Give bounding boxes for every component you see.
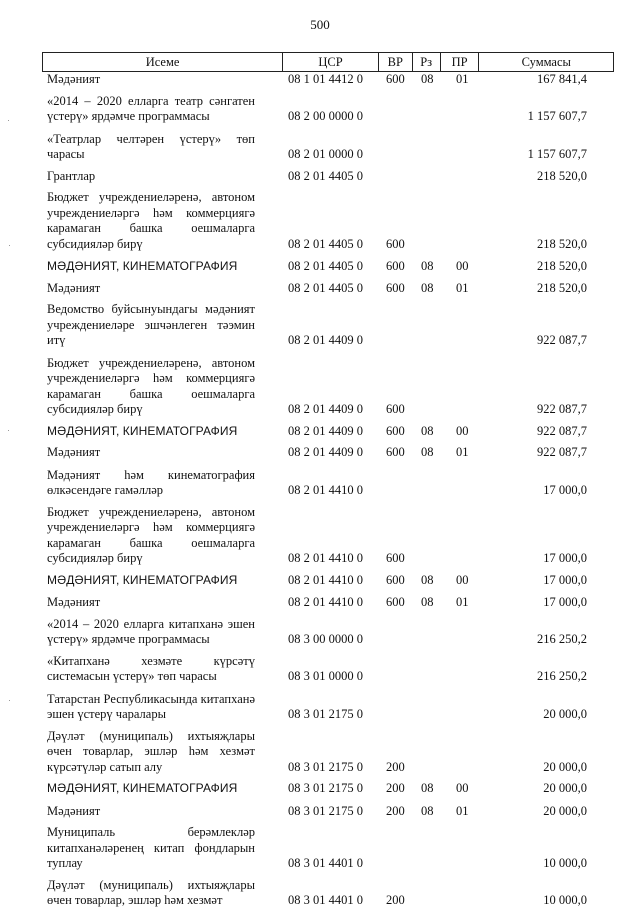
row-sum: 922 087,7 [537,402,587,416]
row-spacer [47,588,587,595]
row-csr: 08 2 01 4405 0 [288,168,363,183]
table-row [47,595,587,611]
table-row [47,573,587,589]
row-rz: 08 [421,72,434,86]
row-spacer [47,125,587,132]
row-csr: 08 2 01 4409 0 [288,423,363,438]
row-vr: 200 [386,893,405,907]
row-vr: 600 [386,595,405,609]
table-row [47,72,587,88]
table-row [47,424,587,440]
table-row [47,878,587,909]
row-name: Дәүләт (муниципаль) ихтыяҗлары өчен товарлар, эшләр һәм хезмәт [47,877,255,907]
header-name: Исеме [43,53,283,71]
row-name: «2014 – 2020 елларга китапханә эшен үстерү» ярдәмче программасы [47,616,255,646]
row-sum: 216 250,2 [537,632,587,646]
row-name: Мәдәният [47,72,101,86]
row-pr: 01 [456,280,469,295]
table-row [47,445,587,461]
scan-mark [8,430,9,431]
row-pr: 00 [456,423,469,438]
row-csr: 08 2 01 4410 0 [288,572,363,587]
row-csr: 08 2 01 4410 0 [288,551,363,565]
table-row [47,781,587,797]
row-spacer [47,797,587,804]
row-csr: 08 2 01 4405 0 [288,259,363,273]
row-name: Мәдәният [47,803,101,818]
row-spacer [47,349,587,356]
table-row [47,356,587,418]
row-vr: 200 [386,803,405,818]
row-vr: 600 [386,572,405,587]
row-rz: 08 [421,781,434,795]
row-name: Грантлар [47,168,96,183]
row-rz: 08 [421,803,434,818]
row-sum: 1 157 607,7 [527,147,587,161]
row-sum: 17 000,0 [543,483,587,497]
row-csr: 08 2 01 4410 0 [288,483,363,497]
row-csr: 08 3 01 0000 0 [288,669,363,683]
row-rz: 08 [421,595,434,609]
row-name: «Театрлар челтәрен үстерү» төп чарасы [47,131,255,161]
page-number: 500 [310,17,330,32]
row-name: Татарстан Республикасында китапханә эшен үстерү чаралары [47,691,255,721]
table-row [47,468,587,499]
row-name: «2014 – 2020 елларга театр сәнгатен үстерү» ярдәмче программасы [47,93,255,123]
row-sum: 20 000,0 [543,781,587,795]
row-sum: 922 087,7 [537,445,587,459]
row-sum: 922 087,7 [537,333,587,347]
row-name: Мәдәният һәм кинематография өлкәсендәге гамәлләр [47,467,255,497]
row-vr: 600 [386,72,405,86]
table-body [47,72,587,916]
row-name: Муниципаль берәмлекләр китапханәләренең китап фондларын туплау [47,825,255,870]
table-row [47,169,587,185]
row-sum: 218 520,0 [537,168,587,183]
row-vr: 600 [386,259,405,273]
table-row [47,94,587,125]
row-rz: 08 [421,445,434,459]
table-row [47,132,587,163]
row-name: МӘДӘНИЯТ, КИНЕМАТОГРАФИЯ [47,423,238,438]
table-row [47,281,587,297]
row-csr: 08 3 00 0000 0 [288,632,363,646]
row-sum: 922 087,7 [537,423,587,438]
row-rz: 08 [421,259,434,273]
row-csr: 08 2 00 0000 0 [288,109,363,123]
row-csr: 08 3 01 2175 0 [288,759,363,774]
row-vr: 600 [386,280,405,295]
row-rz: 08 [421,572,434,587]
row-vr: 200 [386,781,405,795]
header-rz: Рз [413,53,441,71]
row-pr: 00 [456,572,469,587]
row-csr: 08 2 01 4409 0 [288,445,363,459]
row-name: Бюджет учреждениеләренә, автоном учреждениеләргә һәм коммерциягә карамаган башка оешмаларга субсидияләр бирү [47,190,255,251]
table-row [47,825,587,872]
table-row [47,729,587,776]
table-row [47,259,587,275]
row-name: Ведомство буйсынуындагы мәдәният учреждениеләре эшчәнлеген тәэмин итү [47,302,255,347]
row-name: Мәдәният [47,280,101,295]
row-name: МӘДӘНИЯТ, КИНЕМАТОГРАФИЯ [47,781,238,795]
row-rz: 08 [421,280,434,295]
row-csr: 08 3 01 2175 0 [288,707,363,721]
row-vr: 600 [386,236,405,251]
table-row [47,302,587,349]
row-csr: 08 1 01 4412 0 [288,72,363,86]
row-sum: 218 520,0 [537,259,587,273]
row-name: Бюджет учреждениеләренә, автоном учреждениеләргә һәм коммерциягә карамаган башка оешмаларга субсидияләр бирү [47,504,255,565]
row-sum: 10 000,0 [543,856,587,870]
row-csr: 08 3 01 2175 0 [288,803,363,818]
row-name: МӘДӘНИЯТ, КИНЕМАТОГРАФИЯ [47,259,238,273]
header-csr: ЦСР [283,53,379,71]
scan-mark [9,245,10,246]
row-sum: 17 000,0 [543,595,587,609]
row-sum: 218 520,0 [537,236,587,251]
table-row [47,505,587,567]
row-sum: 218 520,0 [537,280,587,295]
row-name: Мәдәният [47,445,101,459]
header-vr: ВР [379,53,413,71]
row-csr: 08 2 01 4405 0 [288,280,363,295]
row-sum: 216 250,2 [537,669,587,683]
row-pr: 00 [456,781,469,795]
row-pr: 01 [456,803,469,818]
row-pr: 01 [456,445,469,459]
row-spacer [47,461,587,468]
row-pr: 01 [456,595,469,609]
row-pr: 01 [456,72,469,86]
table-header [42,52,614,72]
row-name: Дәүләт (муниципаль) ихтыяҗлары өчен товарлар, эшләр һәм хезмәт күрсәтүләр сатып алу [47,728,255,774]
row-sum: 20 000,0 [543,707,587,721]
header-pr: ПР [441,53,480,71]
row-sum: 10 000,0 [543,893,587,907]
row-sum: 17 000,0 [543,572,587,587]
row-sum: 17 000,0 [543,551,587,565]
header-sum: Суммасы [521,54,571,69]
row-sum: 20 000,0 [543,759,587,774]
row-rz: 08 [421,423,434,438]
table-row [47,617,587,648]
row-csr: 08 2 01 4409 0 [288,333,363,347]
row-name: МӘДӘНИЯТ, КИНЕМАТОГРАФИЯ [47,572,238,587]
scan-mark [9,700,10,701]
row-vr: 200 [386,759,405,774]
row-csr: 08 2 01 4405 0 [288,236,363,251]
table-row [47,804,587,820]
row-sum: 20 000,0 [543,803,587,818]
row-spacer [47,909,587,916]
row-name: «Китапханә хезмәте күрсәтү системасын үстерү» төп чарасы [47,653,255,683]
row-csr: 08 3 01 4401 0 [288,893,363,907]
row-vr: 600 [386,445,405,459]
table-row [47,692,587,723]
row-name: Бюджет учреждениеләренә, автоном учреждениеләргә һәм коммерциягә карамаган башка оешмаларга субсидияләр бирү [47,355,255,416]
row-spacer [47,252,587,259]
row-csr: 08 2 01 4410 0 [288,595,363,609]
row-vr: 600 [386,402,405,416]
row-spacer [47,685,587,692]
row-sum: 167 841,4 [537,72,587,86]
table-row [47,654,587,685]
row-csr: 08 2 01 0000 0 [288,147,363,161]
row-csr: 08 3 01 2175 0 [288,781,363,795]
table-row [47,190,587,252]
row-csr: 08 2 01 4409 0 [288,402,363,416]
row-name: Мәдәният [47,595,101,609]
row-vr: 600 [386,423,405,438]
row-sum: 1 157 607,7 [527,109,587,123]
scan-mark [8,120,9,121]
row-pr: 00 [456,259,469,273]
row-vr: 600 [386,551,405,565]
row-csr: 08 3 01 4401 0 [288,856,363,870]
